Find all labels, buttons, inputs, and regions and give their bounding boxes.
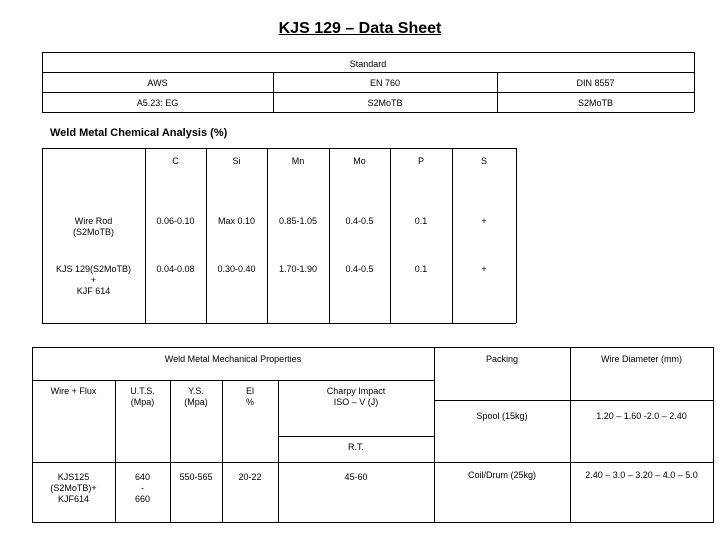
packing-cell: 1.20 – 1.60 -2.0 – 2.40 bbox=[596, 411, 687, 421]
mech-col-uts: U.T.S. (Mpa) bbox=[130, 386, 155, 407]
packing-col-packing: Packing bbox=[485, 354, 519, 364]
chem-cell: + bbox=[481, 264, 487, 274]
en-value: S2MoTB bbox=[367, 98, 403, 108]
chem-cell: Max 0.10 bbox=[217, 216, 256, 226]
chem-col-c: C bbox=[172, 156, 179, 166]
chem-cell: + bbox=[481, 216, 487, 226]
chem-cell: 0.1 bbox=[414, 264, 428, 274]
standard-header: Standard bbox=[349, 59, 387, 69]
chem-cell: 0.04-0.08 bbox=[156, 264, 195, 274]
chem-row-name: Wire Rod (S2MoTB) bbox=[72, 216, 114, 237]
mech-col-charpy: Charpy Impact ISO – V (J) bbox=[326, 386, 386, 407]
chem-row-name: KJS 129(S2MoTB) + KJF 614 bbox=[55, 264, 132, 296]
mech-ys: 550-565 bbox=[179, 472, 213, 482]
chem-cell: 0.30-0.40 bbox=[217, 264, 256, 274]
chemical-heading: Weld Metal Chemical Analysis (%) bbox=[50, 127, 228, 139]
chem-col-si: Si bbox=[232, 156, 241, 166]
mech-uts: 640 - 660 bbox=[134, 472, 151, 504]
aws-label: AWS bbox=[147, 78, 168, 88]
en-label: EN 760 bbox=[369, 78, 401, 88]
packing-cell: 2.40 – 3.0 – 3.20 – 4.0 – 5.0 bbox=[585, 470, 698, 480]
chem-col-p: P bbox=[417, 156, 424, 166]
mechanical-heading: Weld Metal Mechanical Properties bbox=[164, 354, 302, 364]
mech-charpy: 45-60 bbox=[344, 472, 368, 482]
packing-cell: Spool (15kg) bbox=[476, 411, 528, 421]
chem-cell: 0.4-0.5 bbox=[345, 264, 374, 274]
mech-col-el: El % bbox=[245, 386, 254, 407]
chem-cell: 0.06-0.10 bbox=[156, 216, 195, 226]
mech-col-ys: Y.S. (Mpa) bbox=[184, 386, 208, 407]
chem-cell: 0.1 bbox=[414, 216, 428, 226]
chem-cell: 1.70-1.90 bbox=[278, 264, 318, 274]
aws-value: A5.23: EG bbox=[136, 98, 179, 108]
chem-cell: 0.4-0.5 bbox=[345, 216, 374, 226]
din-value: S2MoTB bbox=[577, 98, 613, 108]
chem-col-mn: Mn bbox=[291, 156, 305, 166]
packing-cell: Coil/Drum (25kg) bbox=[467, 470, 536, 480]
page-title: KJS 129 – Data Sheet bbox=[278, 20, 442, 37]
mech-col-wire-flux: Wire + Flux bbox=[50, 386, 97, 396]
chem-cell: 0.85-1.05 bbox=[278, 216, 318, 226]
mech-el: 20-22 bbox=[238, 472, 262, 482]
packing-col-wire-diameter: Wire Diameter (mm) bbox=[601, 354, 682, 364]
chem-col-mo: Mo bbox=[353, 156, 366, 166]
chem-col-s: S bbox=[480, 156, 487, 166]
din-label: DIN 8557 bbox=[576, 78, 615, 88]
mech-rt-label: R.T. bbox=[347, 442, 364, 452]
mech-row-name: KJS125 (S2MoTB)+ KJF614 bbox=[50, 472, 97, 504]
